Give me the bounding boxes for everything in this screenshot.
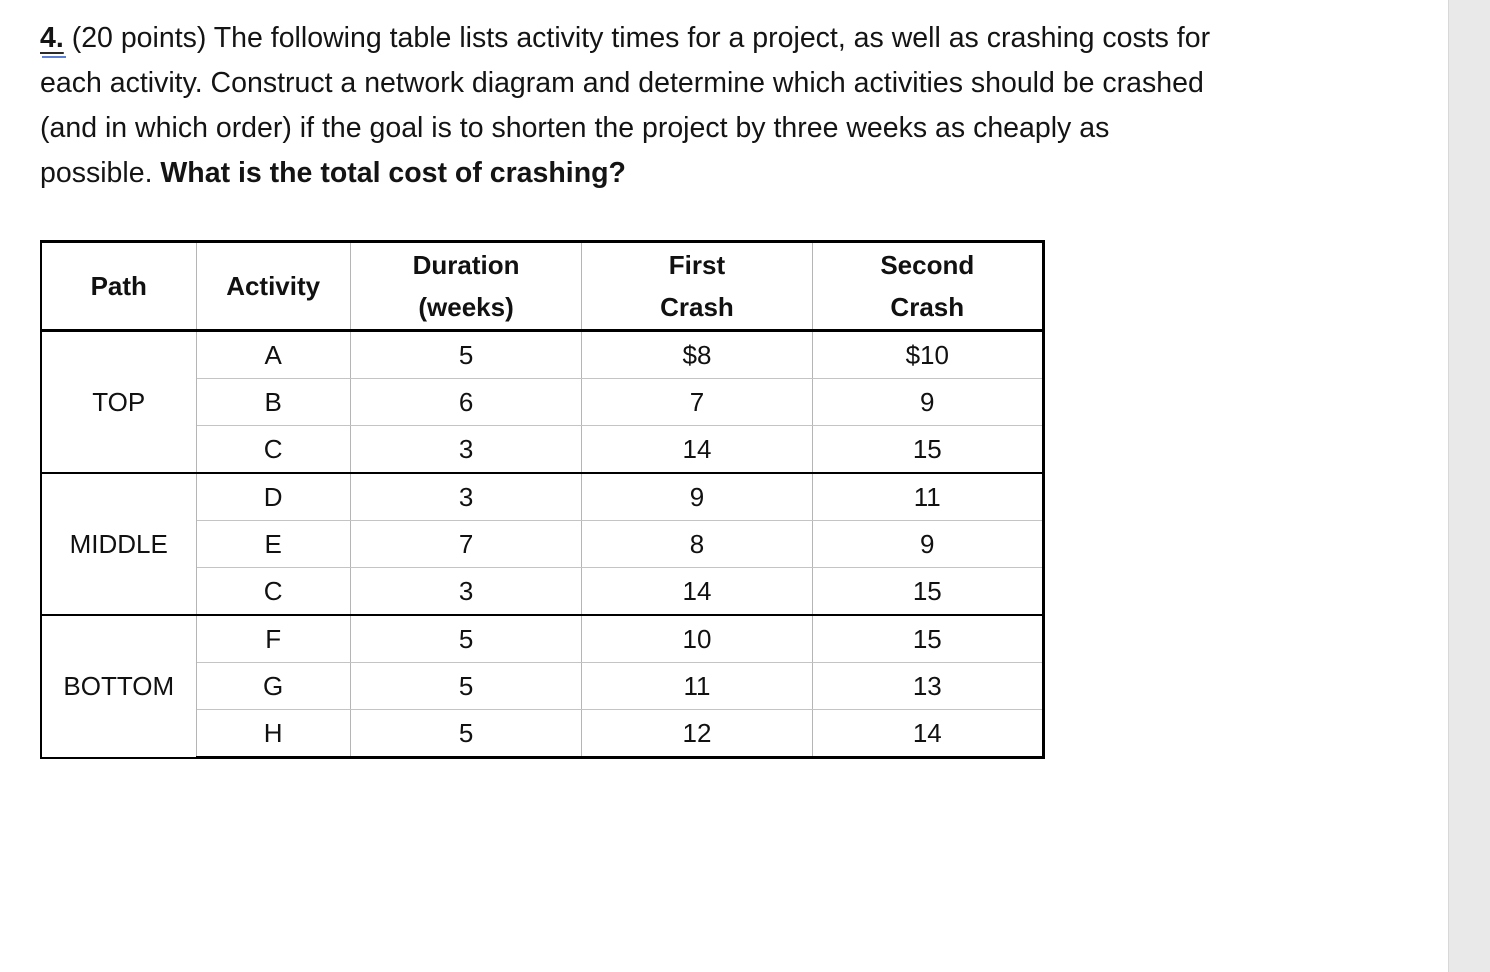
duration-cell: 7 [350,521,582,568]
second-crash-cell: 11 [812,473,1043,521]
header-duration-line1: Duration [412,250,520,280]
second-crash-cell: 14 [812,710,1043,758]
question-points: (20 points) [71,22,207,54]
first-crash-cell: 7 [582,379,812,426]
question-text [40,16,1220,196]
question-number-wrap [40,22,64,54]
activity-cell: A [196,331,350,379]
question-final: What is the total cost of crashing? [160,157,626,189]
activity-cell: D [196,473,350,521]
duration-cell: 3 [350,568,582,616]
header-first-line2: Crash [660,292,734,322]
path-cell: TOP [41,331,196,474]
header-activity: Activity [196,242,350,331]
header-duration-line2: (weeks) [418,292,514,322]
path-cell: MIDDLE [41,473,196,615]
duration-cell: 3 [350,473,582,521]
table-row [41,615,1044,663]
duration-cell: 3 [350,426,582,474]
header-second-line2: Crash [890,292,965,322]
first-crash-cell: 10 [582,615,812,663]
second-crash-cell: $10 [812,331,1043,379]
first-crash-cell: 12 [582,710,812,758]
second-crash-cell: 9 [812,379,1043,426]
header-second-line1: Second [880,250,975,280]
question-body: The following table lists activity times for a project, as well as crashing costs for each activity. Construct a network diagram and determine which activities should be crashed (and in which order) if the goal is to shorten the project by three weeks as cheaply as possible. [40,22,1211,189]
path-cell: BOTTOM [41,615,196,758]
second-crash-cell: 15 [812,426,1043,474]
activity-cell: C [196,426,350,474]
activity-cell: H [196,710,350,758]
duration-cell: 6 [350,379,582,426]
first-crash-cell: $8 [582,331,812,379]
first-crash-cell: 11 [582,663,812,710]
second-crash-cell: 15 [812,615,1043,663]
duration-cell: 5 [350,663,582,710]
header-path: Path [41,242,196,331]
header-second-crash [812,242,1043,331]
header-first-crash [582,242,812,331]
activity-cell: C [196,568,350,616]
first-crash-cell: 8 [582,521,812,568]
duration-cell: 5 [350,615,582,663]
second-crash-cell: 13 [812,663,1043,710]
second-crash-cell: 15 [812,568,1043,616]
activity-cell: G [196,663,350,710]
first-crash-cell: 14 [582,426,812,474]
spellcheck-underline [42,53,66,58]
first-crash-cell: 9 [582,473,812,521]
duration-cell: 5 [350,331,582,379]
table-header-row [41,242,1044,331]
header-duration [350,242,582,331]
header-first-line1: First [668,250,726,280]
crash-cost-table [40,240,1045,759]
activity-cell: E [196,521,350,568]
table-row [41,331,1044,379]
second-crash-cell: 9 [812,521,1043,568]
duration-cell: 5 [350,710,582,758]
table-row [41,473,1044,521]
activity-cell: F [196,615,350,663]
question-number: 4. [40,22,64,54]
first-crash-cell: 14 [582,568,812,616]
scrollbar-gutter[interactable] [1448,0,1490,972]
activity-cell: B [196,379,350,426]
